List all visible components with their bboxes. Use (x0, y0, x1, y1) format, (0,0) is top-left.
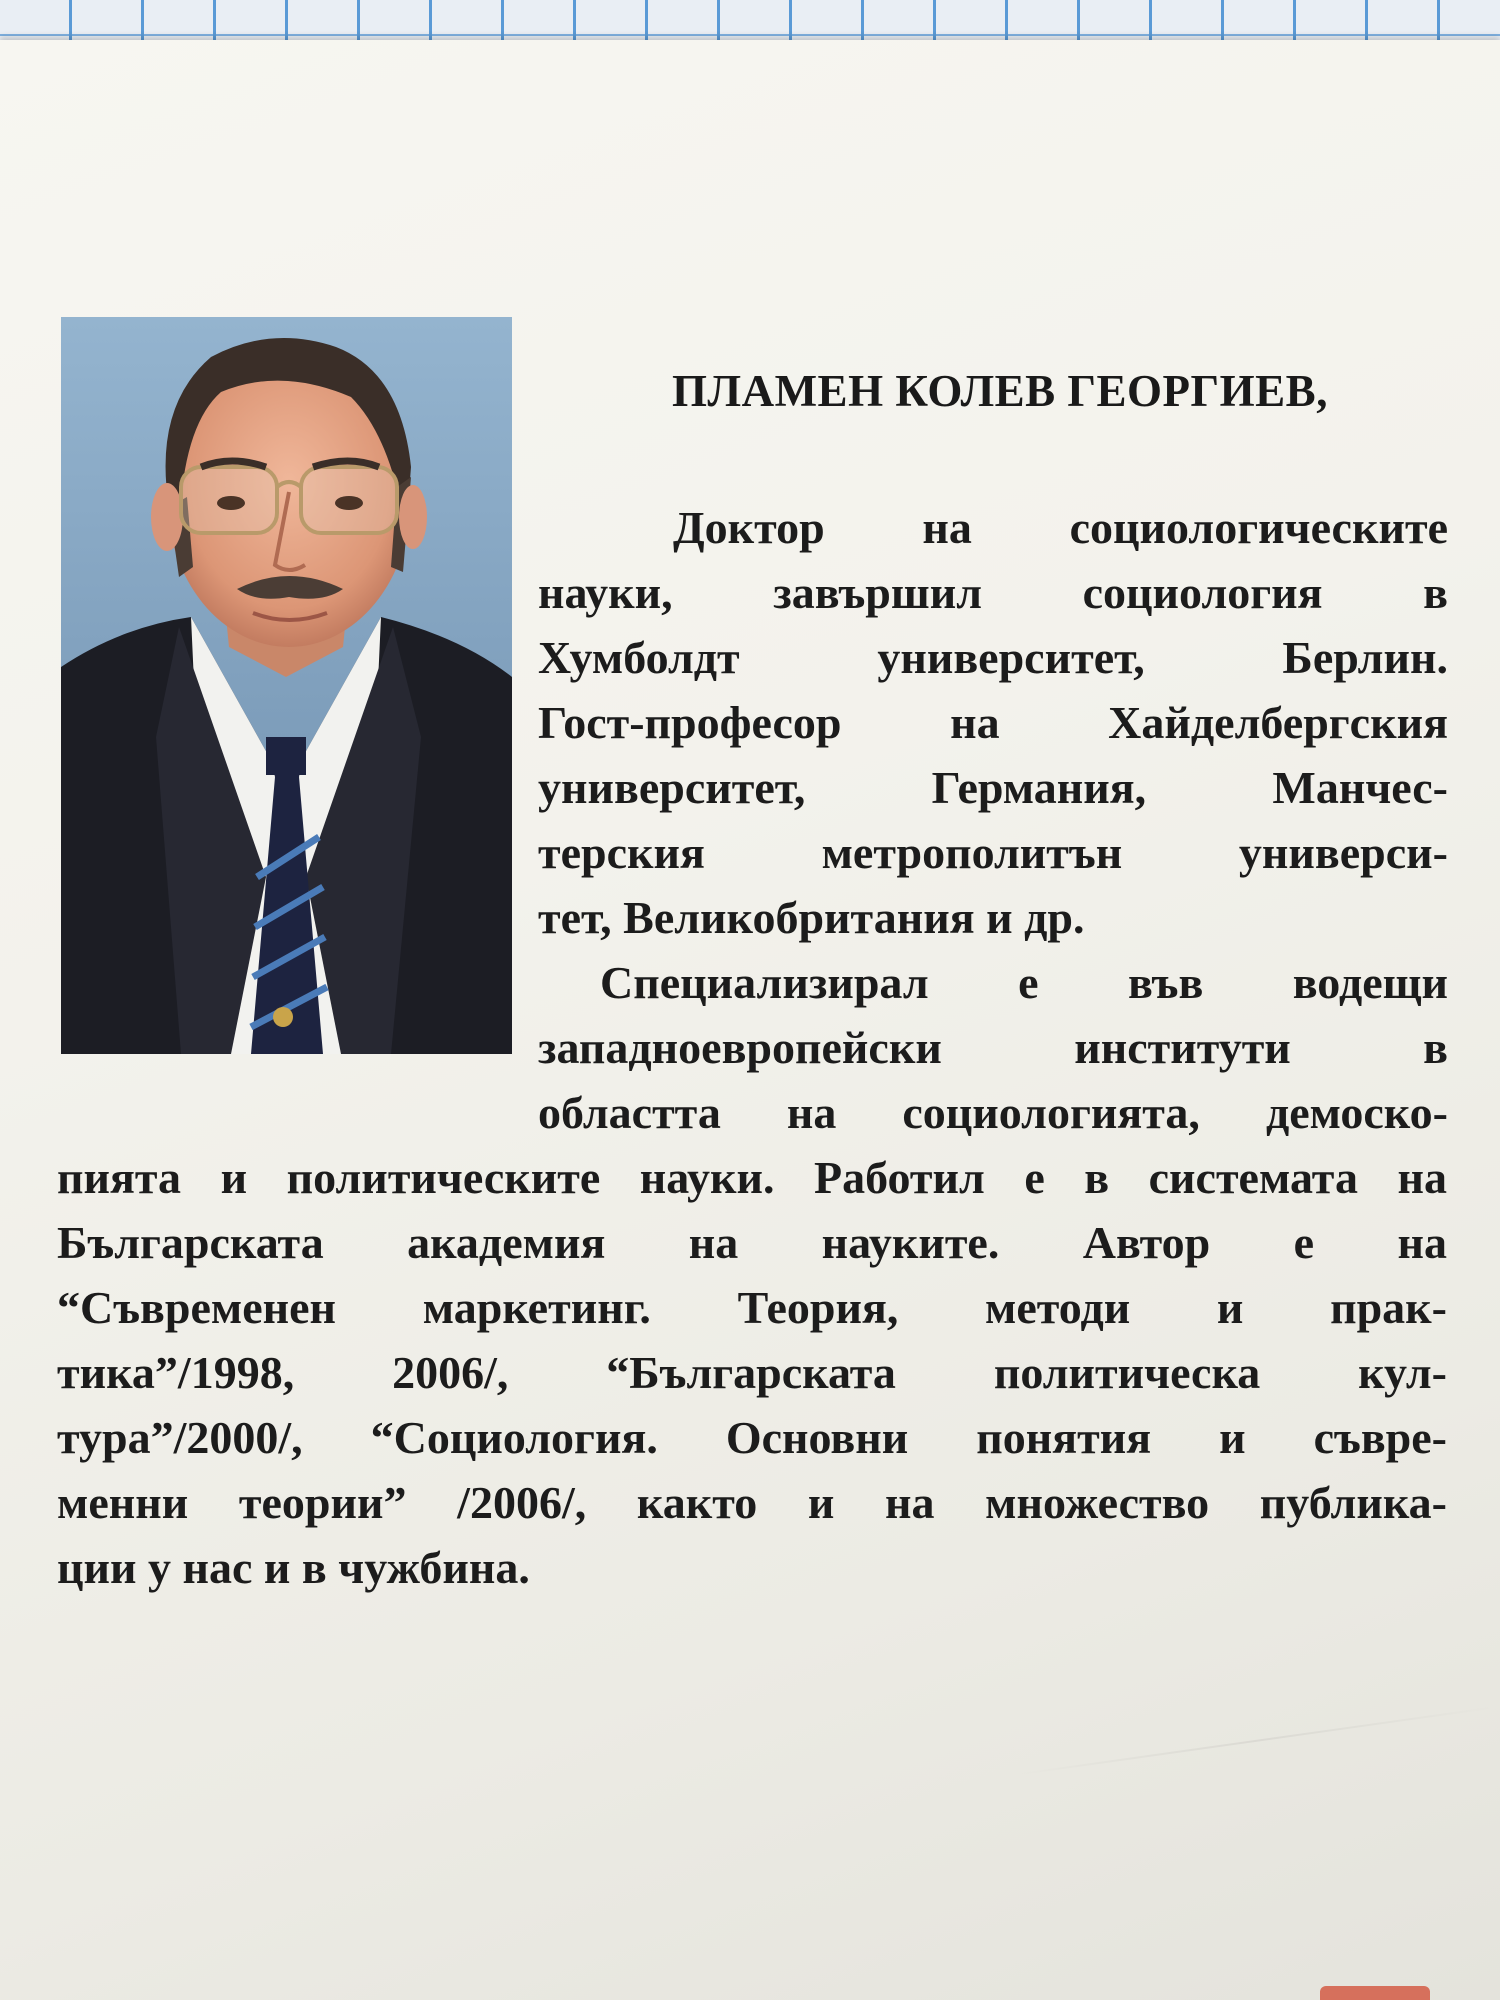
bio-line-4: Гост-професор на Хайделбергския (538, 697, 1448, 748)
author-name-heading: ПЛАМЕН КОЛЕВ ГЕОРГИЕВ, (672, 366, 1328, 416)
bio-line-5: университет, Германия, Манчес- (538, 762, 1448, 813)
bio-line-2: науки, завършил социология в (538, 567, 1448, 618)
bio-line-3: Хумболдт университет, Берлин. (538, 632, 1448, 683)
bio-line-9: западноевропейски институти в (538, 1022, 1448, 1073)
bio-line-1: Доктор на социологическите (673, 502, 1448, 553)
red-sticker-edge (1320, 1986, 1430, 2000)
bio-line-8: Специализирал е във водещи (600, 957, 1448, 1008)
bio-line-10: областта на социологията, демоско- (538, 1087, 1448, 1138)
bio-line-7: тет, Великобритания и др. (538, 892, 1085, 943)
bio-line-17: ции у нас и в чужбина. (57, 1542, 530, 1593)
bio-line-13: “Съвременен маркетинг. Теория, методи и прак- (57, 1282, 1447, 1333)
bio-line-16: менни теории” /2006/, както и на множество публика- (57, 1477, 1447, 1528)
bio-line-11: пията и политическите науки. Работил е в системата на (57, 1152, 1447, 1203)
bio-line-12: Българската академия на науките. Автор е на (57, 1217, 1447, 1268)
bio-line-14: тика”/1998, 2006/, “Българската политическа кул- (57, 1347, 1447, 1398)
paper-crease (1012, 1706, 1498, 1776)
portrait-illustration (61, 317, 512, 1054)
bio-line-15: тура”/2000/, “Социология. Основни понятия и съвре- (57, 1412, 1447, 1463)
bio-line-6: терския метрополитън универси- (538, 827, 1448, 878)
author-portrait-photo (61, 317, 512, 1054)
